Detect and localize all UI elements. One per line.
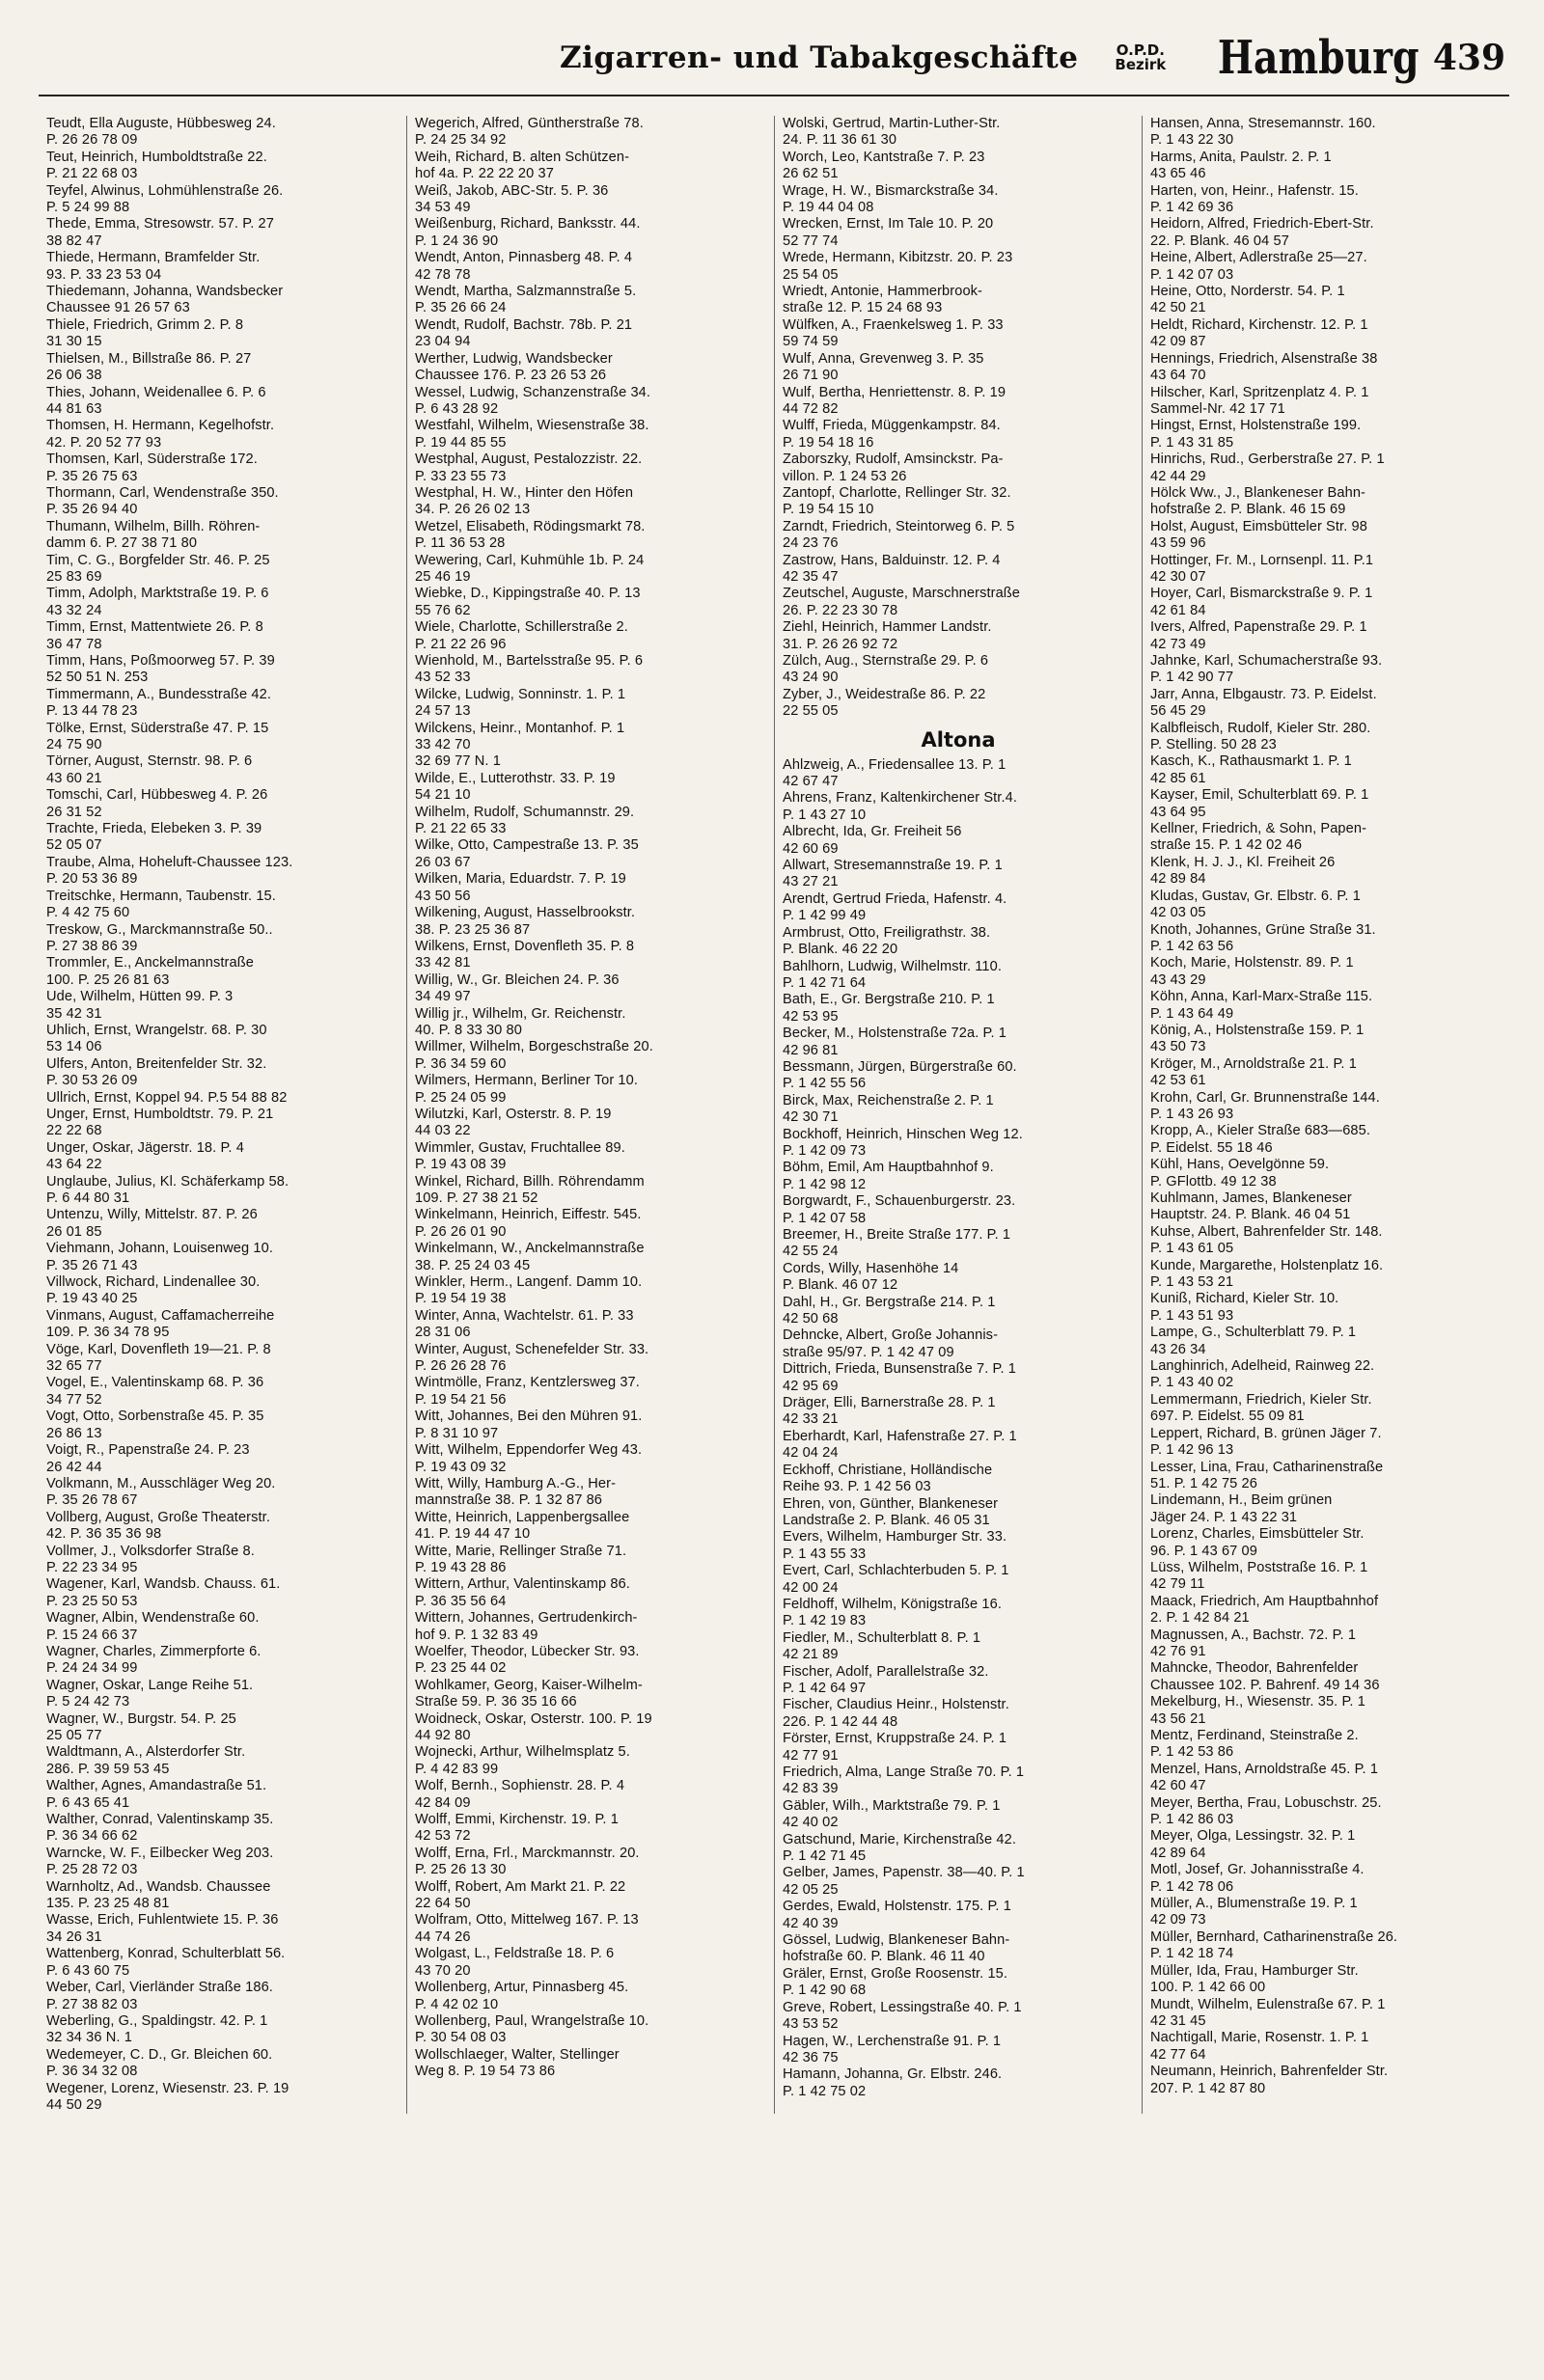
- directory-entry: Langhinrich, Adelheid, Rainweg 22. P. 1 43 40 02: [1150, 1358, 1375, 1391]
- directory-entry: Heidorn, Alfred, Friedrich-Ebert-Str. 22. P. Blank. 46 04 57: [1150, 216, 1374, 249]
- directory-entry: Zastrow, Hans, Balduinstr. 12. P. 4 42 35 47: [783, 552, 1001, 585]
- directory-entry: Kludas, Gustav, Gr. Elbstr. 6. P. 1 42 03 05: [1150, 888, 1361, 921]
- directory-entry: Gössel, Ludwig, Blankeneser Bahn- hofstraße 60. P. Blank. 46 11 40: [783, 1932, 1010, 1965]
- directory-entry: Förster, Ernst, Kruppstraße 24. P. 1 42 77 91: [783, 1731, 1007, 1764]
- directory-entry: Weih, Richard, B. alten Schützen- hof 4a. P. 22 22 20 37: [415, 149, 630, 182]
- directory-entry: Ahlzweig, A., Friedensallee 13. P. 1 42 67 47: [783, 756, 1006, 790]
- directory-entry: Wagener, Karl, Wandsb. Chauss. 61. P. 23 25 50 53: [46, 1576, 281, 1609]
- directory-entry: Kalbfleisch, Rudolf, Kieler Str. 280. P. Stelling. 50 28 23: [1150, 720, 1371, 753]
- directory-entry: Wilckens, Heinr., Montanhof. P. 1 33 42 70 32 69 77 N. 1: [415, 720, 625, 770]
- directory-entry: Tim, C. G., Borgfelder Str. 46. P. 25 25 83 69: [46, 552, 270, 585]
- directory-entry: König, A., Holstenstraße 159. P. 1 43 50 73: [1150, 1022, 1365, 1055]
- directory-entry: Menzel, Hans, Arnoldstraße 45. P. 1 42 60 47: [1150, 1761, 1379, 1794]
- directory-entry: Thiele, Friedrich, Grimm 2. P. 8 31 30 15: [46, 316, 244, 350]
- directory-entry: Armbrust, Otto, Freiligrathstr. 38. P. Blank. 46 22 20: [783, 924, 991, 958]
- directory-entry: Wiebke, D., Kippingstraße 40. P. 13 55 76 62: [415, 586, 641, 618]
- column-1: [39, 116, 406, 2114]
- directory-entry: Wilutzki, Karl, Osterstr. 8. P. 19 44 03 22: [415, 1106, 612, 1139]
- directory-entry: Nachtigall, Marie, Rosenstr. 1. P. 1 42 77 64: [1150, 2030, 1369, 2063]
- directory-entry: Wülfken, A., Fraenkelsweg 1. P. 33 59 74 59: [783, 316, 1004, 350]
- directory-entry: Wiele, Charlotte, Schillerstraße 2. P. 21 22 26 96: [415, 619, 628, 652]
- directory-entry: Wohlkamer, Georg, Kaiser-Wilhelm- Straße 59. P. 36 35 16 66: [415, 1677, 643, 1710]
- directory-entry: Dittrich, Frieda, Bunsenstraße 7. P. 1 42 95 69: [783, 1361, 1017, 1394]
- directory-entry: Dräger, Elli, Barnerstraße 28. P. 1 42 33 21: [783, 1395, 996, 1428]
- directory-entry: Gräler, Ernst, Große Roosenstr. 15. P. 1 42 90 68: [783, 1965, 1008, 1999]
- directory-entry: Dahl, H., Gr. Bergstraße 214. P. 1 42 50 68: [783, 1294, 996, 1327]
- directory-entry: Wagner, Charles, Zimmerpforte 6. P. 24 24 34 99: [46, 1643, 262, 1677]
- directory-entry: Timmermann, A., Bundesstraße 42. P. 13 44 78 23: [46, 686, 272, 720]
- directory-entry: Weber, Carl, Vierländer Straße 186. P. 27 38 82 03: [46, 1980, 273, 2012]
- directory-entry: Traube, Alma, Hoheluft-Chaussee 123. P. 20 53 36 89: [46, 854, 293, 888]
- directory-entry: Wollschlaeger, Walter, Stellinger Weg 8. P. 19 54 73 86: [415, 2046, 620, 2080]
- directory-entry: Wulff, Frieda, Müggenkampstr. 84. P. 19 54 18 16: [783, 418, 1001, 451]
- directory-entry: Wilke, Otto, Campestraße 13. P. 35 26 03 67: [415, 837, 639, 870]
- directory-entry: Winkler, Herm., Langenf. Damm 10. P. 19 54 19 38: [415, 1274, 643, 1307]
- directory-entry: Harten, von, Heinr., Hafenstr. 15. P. 1 42 69 36: [1150, 182, 1359, 216]
- directory-entry: Zaborszky, Rudolf, Amsinckstr. Pa- villon. P. 1 24 53 26: [783, 451, 1004, 484]
- directory-entry: Mentz, Ferdinand, Steinstraße 2. P. 1 42 53 86: [1150, 1728, 1359, 1761]
- directory-entry: Köhn, Anna, Karl-Marx-Straße 115. P. 1 43 64 49: [1150, 989, 1373, 1022]
- directory-entry: Törner, August, Sternstr. 98. P. 6 43 60 21: [46, 753, 253, 786]
- directory-entry: Teudt, Ella Auguste, Hübbesweg 24. P. 26 26 78 09: [46, 116, 276, 149]
- directory-entry: Wegener, Lorenz, Wiesenstr. 23. P. 19 44 50 29: [46, 2080, 290, 2113]
- directory-entry: Witt, Wilhelm, Eppendorfer Weg 43. P. 19 43 09 32: [415, 1442, 643, 1475]
- directory-entry: Mundt, Wilhelm, Eulenstraße 67. P. 1 42 31 45: [1150, 1996, 1386, 2029]
- directory-entry: Zantopf, Charlotte, Rellinger Str. 32. P. 19 54 15 10: [783, 484, 1011, 518]
- directory-entry: Unger, Oskar, Jägerstr. 18. P. 4 43 64 22: [46, 1139, 244, 1173]
- directory-entry: Gerdes, Ewald, Holstenstr. 175. P. 1 42 40 39: [783, 1899, 1011, 1931]
- directory-entry: Hagen, W., Lerchenstraße 91. P. 1 42 36 75: [783, 2033, 1002, 2065]
- directory-entry: Thormann, Carl, Wendenstraße 350. P. 35 26 94 40: [46, 484, 279, 518]
- directory-entry: Gatschund, Marie, Kirchenstraße 42. P. 1 42 71 45: [783, 1831, 1016, 1865]
- directory-entry: Wojnecki, Arthur, Wilhelmsplatz 5. P. 4 42 83 99: [415, 1744, 630, 1777]
- directory-entry: Leppert, Richard, B. grünen Jäger 7. P. 1 42 96 13: [1150, 1425, 1382, 1459]
- directory-entry: Ehren, von, Günther, Blankeneser Landstraße 2. P. Blank. 46 05 31: [783, 1495, 999, 1528]
- directory-entry: Woidneck, Oskar, Osterstr. 100. P. 19 44 92 80: [415, 1710, 652, 1743]
- directory-entry: Gäbler, Wilh., Marktstraße 79. P. 1 42 40 02: [783, 1797, 1001, 1831]
- directory-entry: Holst, August, Eimsbütteler Str. 98 43 59 96: [1150, 518, 1367, 552]
- directory-entry: Vollberg, August, Große Theaterstr. 42. P. 36 35 36 98: [46, 1509, 270, 1543]
- directory-entry: Wrecken, Ernst, Im Tale 10. P. 20 52 77 74: [783, 216, 994, 249]
- directory-entry: Eberhardt, Karl, Hafenstraße 27. P. 1 42 04 24: [783, 1428, 1017, 1462]
- directory-entry: Westphal, H. W., Hinter den Höfen 34. P. 26 26 02 13: [415, 484, 634, 518]
- directory-entry: Wendt, Martha, Salzmannstraße 5. P. 35 26 66 24: [415, 284, 637, 316]
- directory-entry: Wendt, Rudolf, Bachstr. 78b. P. 21 23 04 94: [415, 316, 633, 350]
- directory-entry: Warnholtz, Ad., Wandsb. Chaussee 135. P. 23 25 48 81: [46, 1878, 271, 1912]
- directory-entry: Hamann, Johanna, Gr. Elbstr. 246. P. 1 42 75 02: [783, 2066, 1003, 2099]
- directory-entry: Müller, A., Blumenstraße 19. P. 1 42 09 73: [1150, 1896, 1358, 1929]
- directory-entry: Wriedt, Antonie, Hammerbrook- straße 12. P. 15 24 68 93: [783, 284, 983, 316]
- city-name: Hamburg: [1218, 31, 1420, 85]
- directory-entry: Thies, Johann, Weidenallee 6. P. 6 44 81 63: [46, 384, 266, 417]
- directory-entry: Kröger, M., Arnoldstraße 21. P. 1 42 53 61: [1150, 1055, 1357, 1089]
- section-title: Zigarren- und Tabakgeschäfte: [560, 41, 1079, 75]
- header-right: [1115, 31, 1505, 85]
- directory-entry: Wolski, Gertrud, Martin-Luther-Str. 24. P. 11 36 61 30: [783, 116, 1001, 149]
- directory-entry: Birck, Max, Reichenstraße 2. P. 1 42 30 71: [783, 1092, 994, 1126]
- directory-entry: Böhm, Emil, Am Hauptbahnhof 9. P. 1 42 98 12: [783, 1160, 994, 1192]
- directory-entry: Wulf, Bertha, Henriettenstr. 8. P. 19 44 72 82: [783, 384, 1006, 417]
- directory-entry: Lüss, Wilhelm, Poststraße 16. P. 1 42 79 11: [1150, 1559, 1368, 1593]
- directory-entry: Ahrens, Franz, Kaltenkirchener Str.4. P. 1 43 27 10: [783, 790, 1017, 823]
- directory-entry: Wollenberg, Artur, Pinnasberg 45. P. 4 42 02 10: [415, 1980, 629, 2012]
- directory-entry: Mahncke, Theodor, Bahrenfelder Chaussee 102. P. Bahrenf. 49 14 36: [1150, 1660, 1380, 1693]
- directory-entry: Zeutschel, Auguste, Marschnerstraße 26. P. 22 23 30 78: [783, 586, 1021, 618]
- columns: [39, 116, 1509, 2114]
- directory-entry: Uhlich, Ernst, Wrangelstr. 68. P. 30 53 14 06: [46, 1022, 267, 1055]
- page-number: 439: [1432, 38, 1505, 78]
- directory-entry: Fischer, Adolf, Parallelstraße 32. P. 1 42 64 97: [783, 1663, 989, 1696]
- directory-entry: Westfahl, Wilhelm, Wiesenstraße 38. P. 19 44 85 55: [415, 418, 649, 451]
- directory-entry: Harms, Anita, Paulstr. 2. P. 1 43 65 46: [1150, 149, 1332, 182]
- directory-entry: Krohn, Carl, Gr. Brunnenstraße 144. P. 1 43 26 93: [1150, 1089, 1380, 1122]
- directory-entry: Thumann, Wilhelm, Billh. Röhren- damm 6. P. 27 38 71 80: [46, 518, 261, 552]
- directory-entry: Wolf, Bernh., Sophienstr. 28. P. 4 42 84 09: [415, 1778, 625, 1811]
- directory-entry: Fischer, Claudius Heinr., Holstenstr. 226. P. 1 42 44 48: [783, 1697, 1009, 1730]
- directory-entry: Klenk, H. J. J., Kl. Freiheit 26 42 89 84: [1150, 854, 1336, 888]
- directory-entry: Wulf, Anna, Grevenweg 3. P. 35 26 71 90: [783, 350, 984, 384]
- directory-entry: Heine, Otto, Norderstr. 54. P. 1 42 50 21: [1150, 284, 1345, 316]
- directory-entry: Ude, Wilhelm, Hütten 99. P. 3 35 42 31: [46, 989, 234, 1022]
- directory-entry: Timm, Adolph, Marktstraße 19. P. 6 43 32 24: [46, 586, 269, 618]
- directory-entry: Wessel, Ludwig, Schanzenstraße 34. P. 6 43 28 92: [415, 384, 651, 417]
- directory-entry: Hottinger, Fr. M., Lornsenpl. 11. P.1 42 30 07: [1150, 552, 1374, 585]
- directory-entry: Untenzu, Willy, Mittelstr. 87. P. 26 26 01 85: [46, 1207, 258, 1240]
- directory-entry: Becker, M., Holstenstraße 72a. P. 1 42 96 81: [783, 1026, 1006, 1058]
- directory-entry: Lindemann, H., Beim grünen Jäger 24. P. 1 43 22 31: [1150, 1492, 1333, 1525]
- directory-entry: Fiedler, M., Schulterblatt 8. P. 1 42 21 89: [783, 1629, 981, 1663]
- directory-entry: Kuhlmann, James, Blankeneser Hauptstr. 24. P. Blank. 46 04 51: [1150, 1190, 1352, 1223]
- directory-entry: Kunde, Margarethe, Holstenplatz 16. P. 1 43 53 21: [1150, 1257, 1384, 1291]
- directory-entry: Zyber, J., Weidestraße 86. P. 22 22 55 05: [783, 686, 986, 720]
- directory-entry: Witte, Heinrich, Lappenbergsallee 41. P. 19 44 47 10: [415, 1509, 630, 1543]
- directory-entry: Ziehl, Heinrich, Hammer Landstr. 31. P. 26 26 92 72: [783, 619, 992, 652]
- directory-entry: Wetzel, Elisabeth, Rödingsmarkt 78. P. 11 36 53 28: [415, 518, 646, 552]
- directory-entry: Allwart, Stresemannstraße 19. P. 1 43 27 21: [783, 858, 1003, 890]
- directory-entry: Wilcke, Ludwig, Sonninstr. 1. P. 1 24 57 13: [415, 686, 626, 720]
- directory-entry: Breemer, H., Breite Straße 177. P. 1 42 55 24: [783, 1227, 1011, 1260]
- opd-label: [1115, 43, 1166, 72]
- section-heading: Altona: [921, 727, 996, 752]
- directory-entry: Borgwardt, F., Schauenburgerstr. 23. P. 1 42 07 58: [783, 1193, 1016, 1226]
- directory-entry: Vollmer, J., Volksdorfer Straße 8. P. 22 23 34 95: [46, 1543, 255, 1575]
- directory-entry: Albrecht, Ida, Gr. Freiheit 56 42 60 69: [783, 824, 962, 857]
- directory-entry: Hingst, Ernst, Holstenstraße 199. P. 1 43 31 85: [1150, 418, 1362, 451]
- directory-entry: Lorenz, Charles, Eimsbütteler Str. 96. P. 1 43 67 09: [1150, 1526, 1365, 1559]
- directory-entry: Woelfer, Theodor, Lübecker Str. 93. P. 23 25 44 02: [415, 1643, 640, 1677]
- directory-entry: Kuniß, Richard, Kieler Str. 10. P. 1 43 51 93: [1150, 1291, 1339, 1324]
- directory-entry: Timm, Hans, Poßmoorweg 57. P. 39 52 50 51 N. 253: [46, 653, 275, 686]
- directory-entry: Timm, Ernst, Mattentwiete 26. P. 8 36 47 78: [46, 619, 263, 652]
- directory-entry: Voigt, R., Papenstraße 24. P. 23 26 42 44: [46, 1442, 250, 1475]
- directory-entry: Maack, Friedrich, Am Hauptbahnhof 2. P. 1 42 84 21: [1150, 1593, 1379, 1627]
- directory-entry: Wasse, Erich, Fuhlentwiete 15. P. 36 34 26 31: [46, 1912, 279, 1945]
- directory-entry: Wilken, Maria, Eduardstr. 7. P. 19 43 50 56: [415, 871, 626, 904]
- header-rule: [39, 95, 1509, 96]
- directory-entry: Trommler, E., Anckelmannstraße 100. P. 25 26 81 63: [46, 955, 254, 988]
- directory-entry: Friedrich, Alma, Lange Straße 70. P. 1 42 83 39: [783, 1764, 1025, 1797]
- directory-entry: Müller, Bernhard, Catharinenstraße 26. P. 1 42 18 74: [1150, 1929, 1398, 1962]
- directory-entry: Willig, W., Gr. Bleichen 24. P. 36 34 49 97: [415, 971, 620, 1005]
- directory-entry: Weißenburg, Richard, Banksstr. 44. P. 1 24 36 90: [415, 216, 641, 249]
- column-2: [406, 116, 774, 2114]
- directory-entry: Jahnke, Karl, Schumacherstraße 93. P. 1 42 90 77: [1150, 653, 1383, 686]
- directory-entry: Werther, Ludwig, Wandsbecker Chaussee 176. P. 23 26 53 26: [415, 350, 613, 384]
- directory-entry: Wagner, W., Burgstr. 54. P. 25 25 05 77: [46, 1710, 236, 1743]
- directory-entry: Koch, Marie, Holstenstr. 89. P. 1 43 43 29: [1150, 955, 1354, 988]
- directory-entry: Treskow, G., Marckmannstraße 50.. P. 27 38 86 39: [46, 921, 273, 954]
- directory-entry: Witt, Johannes, Bei den Mühren 91. P. 8 31 10 97: [415, 1409, 643, 1441]
- directory-entry: Neumann, Heinrich, Bahrenfelder Str. 207. P. 1 42 87 80: [1150, 2064, 1389, 2096]
- directory-entry: Thede, Emma, Stresowstr. 57. P. 27 38 82 47: [46, 216, 274, 249]
- directory-entry: Bahlhorn, Ludwig, Wilhelmstr. 110. P. 1 42 71 64: [783, 958, 1003, 991]
- directory-entry: Bessmann, Jürgen, Bürgerstraße 60. P. 1 42 55 56: [783, 1058, 1017, 1092]
- directory-entry: Motl, Josef, Gr. Johannisstraße 4. P. 1 42 78 06: [1150, 1862, 1365, 1895]
- directory-entry: Teut, Heinrich, Humboldtstraße 22. P. 21 22 68 03: [46, 149, 267, 182]
- directory-entry: Wienhold, M., Bartelsstraße 95. P. 6 43 52 33: [415, 653, 644, 686]
- directory-entry: Wedemeyer, C. D., Gr. Bleichen 60. P. 36 34 32 08: [46, 2046, 273, 2080]
- column-4: [1142, 116, 1509, 2114]
- directory-entry: Wintmölle, Franz, Kentzlersweg 37. P. 19 54 21 56: [415, 1375, 640, 1408]
- directory-entry: Wilmers, Hermann, Berliner Tor 10. P. 25 24 05 99: [415, 1073, 639, 1106]
- directory-entry: Wendt, Anton, Pinnasberg 48. P. 4 42 78 78: [415, 250, 633, 283]
- directory-entry: Wolfram, Otto, Mittelweg 167. P. 13 44 74 26: [415, 1912, 639, 1945]
- directory-entry: Dehncke, Albert, Große Johannis- straße 95/97. P. 1 42 47 09: [783, 1327, 999, 1360]
- directory-entry: Villwock, Richard, Lindenallee 30. P. 19 43 40 25: [46, 1274, 261, 1307]
- directory-entry: Wewering, Carl, Kuhmühle 1b. P. 24 25 46 19: [415, 552, 645, 585]
- directory-entry: Wattenberg, Konrad, Schulterblatt 56. P. 6 43 60 75: [46, 1946, 286, 1979]
- directory-entry: Hennings, Friedrich, Alsenstraße 38 43 64 70: [1150, 350, 1378, 384]
- directory-entry: Winkelmann, Heinrich, Eiffestr. 545. P. 26 26 01 90: [415, 1207, 642, 1240]
- directory-entry: Weberling, G., Spaldingstr. 42. P. 1 32 34 36 N. 1: [46, 2012, 268, 2046]
- directory-entry: Vöge, Karl, Dovenfleth 19—21. P. 8 32 65 77: [46, 1341, 271, 1375]
- directory-entry: Wilkening, August, Hasselbrookstr. 38. P. 23 25 36 87: [415, 905, 636, 938]
- directory-entry: Weiß, Jakob, ABC-Str. 5. P. 36 34 53 49: [415, 182, 609, 216]
- directory-entry: Wittern, Arthur, Valentinskamp 86. P. 36 35 56 64: [415, 1576, 630, 1609]
- directory-entry: Ivers, Alfred, Papenstraße 29. P. 1 42 73 49: [1150, 619, 1367, 652]
- directory-entry: Tomschi, Carl, Hübbesweg 4. P. 26 26 31 52: [46, 787, 268, 820]
- directory-entry: Hansen, Anna, Stresemannstr. 160. P. 1 43 22 30: [1150, 116, 1376, 149]
- directory-entry: Gelber, James, Papenstr. 38—40. P. 1 42 05 25: [783, 1865, 1025, 1898]
- directory-entry: Wolgast, L., Feldstraße 18. P. 6 43 70 20: [415, 1946, 615, 1979]
- directory-entry: Volkmann, M., Ausschläger Weg 20. P. 35 26 78 67: [46, 1475, 276, 1509]
- directory-entry: Jarr, Anna, Elbgaustr. 73. P. Eidelst. 56 45 29: [1150, 686, 1377, 720]
- page-header: [39, 21, 1509, 95]
- directory-entry: Knoth, Johannes, Grüne Straße 31. P. 1 42 63 56: [1150, 921, 1376, 954]
- directory-entry: Vogel, E., Valentinskamp 68. P. 36 34 77 52: [46, 1375, 264, 1408]
- directory-entry: Kayser, Emil, Schulterblatt 69. P. 1 43 64 95: [1150, 787, 1369, 820]
- directory-entry: Kasch, K., Rathausmarkt 1. P. 1 42 85 61: [1150, 753, 1352, 786]
- directory-entry: Ulfers, Anton, Breitenfelder Str. 32. P. 30 53 26 09: [46, 1055, 267, 1089]
- directory-entry: Unger, Ernst, Humboldtstr. 79. P. 21 22 22 68: [46, 1106, 274, 1139]
- directory-entry: Heine, Albert, Adlerstraße 25—27. P. 1 42 07 03: [1150, 250, 1367, 283]
- directory-entry: Westphal, August, Pestalozzistr. 22. P. 33 23 55 73: [415, 451, 643, 484]
- directory-entry: Lesser, Lina, Frau, Catharinenstraße 51. P. 1 42 75 26: [1150, 1459, 1384, 1491]
- directory-entry: Kellner, Friedrich, & Sohn, Papen- straße 15. P. 1 42 02 46: [1150, 821, 1367, 854]
- directory-entry: Greve, Robert, Lessingstraße 40. P. 1 43 53 52: [783, 1999, 1022, 2033]
- directory-entry: Wilkens, Ernst, Dovenfleth 35. P. 8 33 42 81: [415, 938, 635, 971]
- directory-entry: Treitschke, Hermann, Taubenstr. 15. P. 4 42 75 60: [46, 888, 276, 921]
- directory-entry: Wimmler, Gustav, Fruchtallee 89. P. 19 43 08 39: [415, 1139, 625, 1173]
- directory-entry: Cords, Willy, Hasenhöhe 14 P. Blank. 46 07 12: [783, 1260, 959, 1294]
- directory-entry: Wilhelm, Rudolf, Schumannstr. 29. P. 21 22 65 33: [415, 804, 635, 837]
- directory-entry: Waldtmann, A., Alsterdorfer Str. 286. P. 39 59 53 45: [46, 1744, 246, 1777]
- directory-entry: Kropp, A., Kieler Straße 683—685. P. Eidelst. 55 18 46: [1150, 1123, 1371, 1156]
- directory-entry: Warncke, W. F., Eilbecker Weg 203. P. 25 28 72 03: [46, 1845, 274, 1878]
- directory-entry: Eckhoff, Christiane, Holländische Reihe 93. P. 1 42 56 03: [783, 1462, 993, 1495]
- directory-entry: Meyer, Olga, Lessingstr. 32. P. 1 42 89 64: [1150, 1828, 1356, 1861]
- directory-entry: Wittern, Johannes, Gertrudenkirch- hof 9. P. 1 32 83 49: [415, 1610, 638, 1643]
- directory-entry: Hinrichs, Rud., Gerberstraße 27. P. 1 42 44 29: [1150, 451, 1385, 484]
- directory-entry: Wolff, Erna, Frl., Marckmannstr. 20. P. 25 26 13 30: [415, 1845, 640, 1878]
- directory-entry: Wilde, E., Lutterothstr. 33. P. 19 54 21 10: [415, 770, 616, 804]
- directory-entry: Wolff, Emmi, Kirchenstr. 19. P. 1 42 53 72: [415, 1812, 619, 1845]
- directory-entry: Witte, Marie, Rellinger Straße 71. P. 19 43 28 86: [415, 1543, 627, 1575]
- directory-entry: Unglaube, Julius, Kl. Schäferkamp 58. P. 6 44 80 31: [46, 1173, 290, 1206]
- directory-entry: Zarndt, Friedrich, Steintorweg 6. P. 5 24 23 76: [783, 518, 1015, 552]
- directory-entry: Wolff, Robert, Am Markt 21. P. 22 22 64 50: [415, 1878, 626, 1912]
- directory-entry: Trachte, Frieda, Elebeken 3. P. 39 52 05 07: [46, 821, 262, 854]
- directory-entry: Wegerich, Alfred, Güntherstraße 78. P. 24 25 34 92: [415, 116, 644, 149]
- directory-entry: Winkelmann, W., Anckelmannstraße 38. P. 25 24 03 45: [415, 1241, 645, 1273]
- directory-entry: Thiedemann, Johanna, Wandsbecker Chaussee 91 26 57 63: [46, 284, 284, 316]
- directory-entry: Willmer, Wilhelm, Borgeschstraße 20. P. 36 34 59 60: [415, 1039, 653, 1072]
- directory-entry: Winkel, Richard, Billh. Röhrendamm 109. P. 27 38 21 52: [415, 1173, 645, 1206]
- directory-entry: Bath, E., Gr. Bergstraße 210. P. 1 42 53 95: [783, 992, 995, 1025]
- directory-entry: Lemmermann, Friedrich, Kieler Str. 697. P. Eidelst. 55 09 81: [1150, 1391, 1372, 1425]
- directory-entry: Hoyer, Carl, Bismarckstraße 9. P. 1 42 61 84: [1150, 586, 1373, 618]
- directory-entry: Witt, Willy, Hamburg A.-G., Her- mannstraße 38. P. 1 32 87 86: [415, 1475, 617, 1509]
- directory-entry: Magnussen, A., Bachstr. 72. P. 1 42 76 91: [1150, 1627, 1357, 1659]
- directory-entry: Wagner, Oskar, Lange Reihe 51. P. 5 24 42 73: [46, 1677, 254, 1710]
- directory-entry: Vogt, Otto, Sorbenstraße 45. P. 35 26 86 13: [46, 1409, 264, 1441]
- opd-bottom: Bezirk: [1115, 56, 1167, 73]
- directory-entry: Willig jr., Wilhelm, Gr. Reichenstr. 40. P. 8 33 30 80: [415, 1005, 626, 1038]
- directory-entry: Evers, Wilhelm, Hamburger Str. 33. P. 1 43 55 33: [783, 1529, 1007, 1562]
- directory-entry: Viehmann, Johann, Louisenweg 10. P. 35 26 71 43: [46, 1241, 273, 1273]
- directory-entry: Evert, Carl, Schlachterbuden 5. P. 1 42 00 24: [783, 1563, 1009, 1596]
- directory-entry: Zülch, Aug., Sternstraße 29. P. 6 43 24 90: [783, 653, 989, 686]
- directory-entry: Wollenberg, Paul, Wrangelstraße 10. P. 30 54 08 03: [415, 2012, 649, 2046]
- directory-entry: Worch, Leo, Kantstraße 7. P. 23 26 62 51: [783, 149, 985, 182]
- column-3: [774, 116, 1142, 2114]
- directory-entry: Bockhoff, Heinrich, Hinschen Weg 12. P. 1 42 09 73: [783, 1126, 1023, 1159]
- directory-entry: Hilscher, Karl, Spritzenplatz 4. P. 1 Sammel-Nr. 42 17 71: [1150, 384, 1369, 417]
- directory-entry: Ullrich, Ernst, Koppel 94. P.5 54 88 82: [46, 1089, 288, 1106]
- directory-entry: Kuhse, Albert, Bahrenfelder Str. 148. P. 1 43 61 05: [1150, 1223, 1383, 1257]
- directory-entry: Winter, August, Schenefelder Str. 33. P. 26 26 28 76: [415, 1341, 649, 1375]
- directory-entry: Wrage, H. W., Bismarckstraße 34. P. 19 44 04 08: [783, 182, 999, 216]
- directory-entry: Heldt, Richard, Kirchenstr. 12. P. 1 42 09 87: [1150, 316, 1368, 350]
- directory-entry: Thomsen, H. Hermann, Kegelhofstr. 42. P. 20 52 77 93: [46, 418, 275, 451]
- directory-entry: Arendt, Gertrud Frieda, Hafenstr. 4. P. 1 42 99 49: [783, 890, 1007, 924]
- directory-entry: Meyer, Bertha, Frau, Lobuschstr. 25. P. 1 42 86 03: [1150, 1794, 1382, 1828]
- directory-entry: Tölke, Ernst, Süderstraße 47. P. 15 24 75 90: [46, 720, 269, 753]
- directory-entry: Walther, Agnes, Amandastraße 51. P. 6 43 65 41: [46, 1778, 267, 1811]
- directory-entry: Thomsen, Karl, Süderstraße 172. P. 35 26 75 63: [46, 451, 258, 484]
- directory-entry: Winter, Anna, Wachtelstr. 61. P. 33 28 31 06: [415, 1307, 634, 1341]
- directory-entry: Walther, Conrad, Valentinskamp 35. P. 36 34 66 62: [46, 1812, 274, 1845]
- directory-entry: Wrede, Hermann, Kibitzstr. 20. P. 23 25 54 05: [783, 250, 1013, 283]
- directory-entry: Vinmans, August, Caffamacherreihe 109. P. 36 34 78 95: [46, 1307, 275, 1341]
- directory-entry: Feldhoff, Wilhelm, Königstraße 16. P. 1 42 19 83: [783, 1596, 1003, 1629]
- directory-entry: Mekelburg, H., Wiesenstr. 35. P. 1 43 56 21: [1150, 1694, 1365, 1727]
- directory-entry: Thiede, Hermann, Bramfelder Str. 93. P. 33 23 53 04: [46, 250, 261, 283]
- directory-entry: Lampe, G., Schulterblatt 79. P. 1 43 26 34: [1150, 1325, 1357, 1357]
- directory-entry: Teyfel, Alwinus, Lohmühlenstraße 26. P. 5 24 99 88: [46, 182, 284, 216]
- directory-entry: Müller, Ida, Frau, Hamburger Str. 100. P. 1 42 66 00: [1150, 1962, 1359, 1996]
- directory-entry: Thielsen, M., Billstraße 86. P. 27 26 06 38: [46, 350, 252, 384]
- directory-entry: Wagner, Albin, Wendenstraße 60. P. 15 24 66 37: [46, 1610, 260, 1643]
- opd-top: O.P.D.: [1116, 41, 1165, 59]
- directory-entry: Hölck Ww., J., Blankeneser Bahn- hofstraße 2. P. Blank. 46 15 69: [1150, 484, 1366, 518]
- directory-entry: Kühl, Hans, Oevelgönne 59. P. GFlottb. 49 12 38: [1150, 1157, 1330, 1190]
